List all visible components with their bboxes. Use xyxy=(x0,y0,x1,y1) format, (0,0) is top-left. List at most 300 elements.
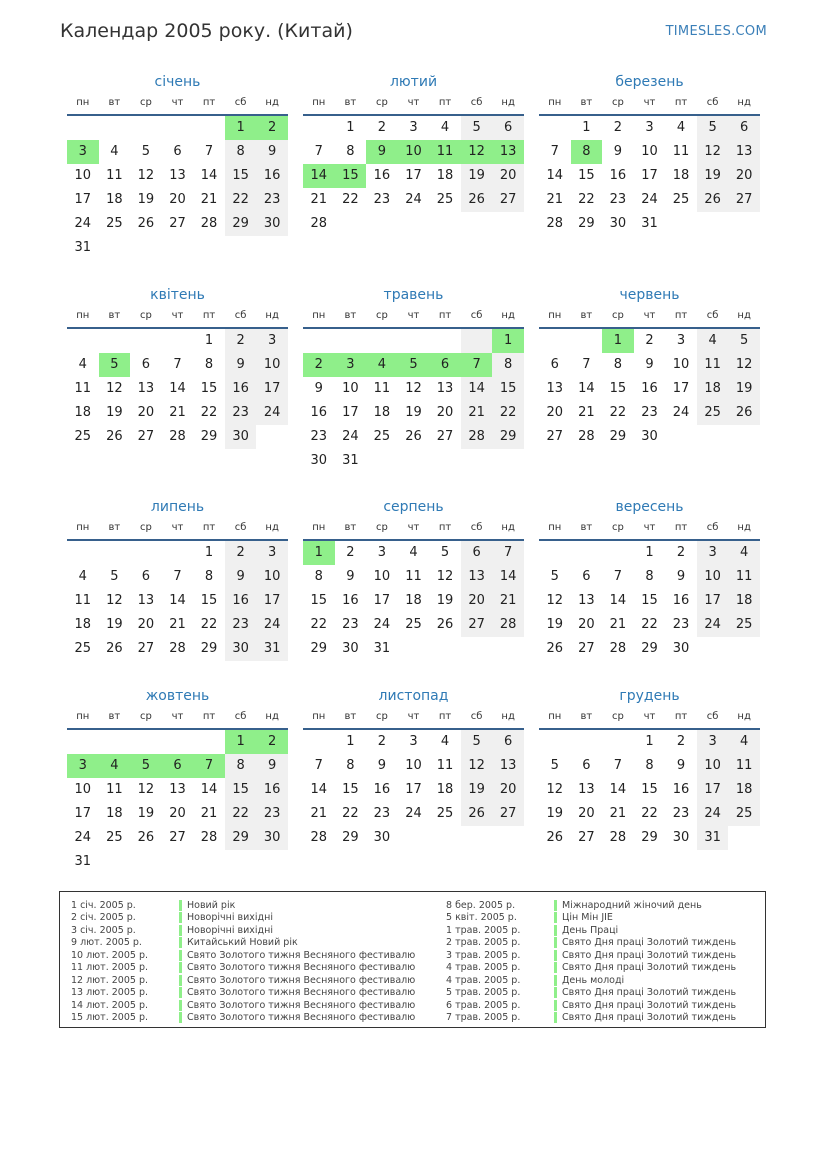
day-cell: 20 xyxy=(728,164,760,188)
month-8 xyxy=(303,497,524,661)
day-cell: 12 xyxy=(546,593,564,608)
day-cell: 3 xyxy=(377,545,387,560)
day-cell: 21 xyxy=(200,192,218,207)
day-cell: 22 xyxy=(609,405,627,420)
day-cell: 17 xyxy=(672,381,690,396)
empty-day-cell xyxy=(130,730,162,754)
legend-date: 14 лют. 2005 р. xyxy=(71,999,148,1011)
legend-holiday-name: Свято Дня праці Золотий тиждень xyxy=(562,1012,737,1024)
day-cell: 8 xyxy=(225,754,257,778)
day-cell: 24 xyxy=(697,613,729,637)
day-cell: 1 xyxy=(582,120,591,135)
day-cell: 4 xyxy=(409,545,418,560)
day-cell: 18 xyxy=(373,405,391,420)
holiday-day-cell: 4 xyxy=(99,754,131,778)
month-11 xyxy=(303,686,524,850)
weekday-label: пн xyxy=(312,522,326,533)
day-cell: 30 xyxy=(310,453,328,468)
weekday-label: чт xyxy=(407,522,420,533)
weekday-label: сб xyxy=(234,97,247,108)
day-cell: 20 xyxy=(492,164,524,188)
weekday-label: чт xyxy=(407,711,420,722)
weekday-label: чт xyxy=(643,711,656,722)
day-cell: 20 xyxy=(169,806,186,821)
empty-day-cell xyxy=(162,329,194,353)
legend-holiday-name: Свято Дня праці Золотий тиждень xyxy=(562,937,737,949)
weekday-label: сб xyxy=(706,310,719,321)
weekday-label: чт xyxy=(171,97,184,108)
day-cell: 26 xyxy=(436,617,454,632)
weekday-header xyxy=(303,710,524,724)
day-cell: 25 xyxy=(74,429,92,444)
day-cell: 28 xyxy=(609,641,627,656)
day-cell: 18 xyxy=(728,589,760,613)
day-cell: 14 xyxy=(578,381,595,396)
weekday-label: пт xyxy=(202,522,216,533)
weekday-label: нд xyxy=(265,522,279,533)
day-cell: 23 xyxy=(672,806,690,821)
day-cell: 24 xyxy=(405,806,422,821)
day-cell: 18 xyxy=(728,778,760,802)
day-cell: 6 xyxy=(728,116,760,140)
day-cell: 6 xyxy=(582,758,591,773)
day-cell: 15 xyxy=(225,778,257,802)
legend-column-right xyxy=(446,899,736,1024)
day-cell: 5 xyxy=(110,569,119,584)
day-cell: 20 xyxy=(546,405,564,420)
day-cell: 28 xyxy=(492,613,524,637)
day-cell: 3 xyxy=(676,333,686,348)
day-cell: 27 xyxy=(492,802,524,826)
day-cell: 9 xyxy=(613,144,623,159)
day-cell: 25 xyxy=(74,641,92,656)
day-cell: 22 xyxy=(641,617,658,632)
day-cell: 17 xyxy=(405,168,422,183)
day-cell: 21 xyxy=(609,806,627,821)
month-2 xyxy=(303,72,524,236)
day-cell: 13 xyxy=(578,593,595,608)
weekday-label: пн xyxy=(548,310,562,321)
day-cell: 26 xyxy=(461,802,493,826)
weekday-label: вт xyxy=(580,711,593,722)
day-cell: 10 xyxy=(256,565,288,589)
weekday-header xyxy=(67,309,288,323)
day-cell: 29 xyxy=(578,216,595,231)
month-4 xyxy=(67,285,288,449)
legend-row xyxy=(446,987,736,1000)
holiday-day-cell: 13 xyxy=(492,140,524,164)
day-cell: 14 xyxy=(169,381,186,396)
day-grid xyxy=(303,541,524,661)
holiday-day-cell: 5 xyxy=(398,353,430,377)
day-cell: 3 xyxy=(409,734,418,749)
weekday-label: сб xyxy=(470,711,483,722)
weekday-label: сб xyxy=(470,310,483,321)
day-cell: 28 xyxy=(578,429,595,444)
day-cell: 24 xyxy=(256,401,288,425)
day-cell: 8 xyxy=(346,758,355,773)
legend-date: 7 трав. 2005 р. xyxy=(446,1012,521,1024)
day-cell: 5 xyxy=(461,116,493,140)
day-cell: 16 xyxy=(225,377,257,401)
weekday-label: пн xyxy=(76,711,90,722)
day-cell: 7 xyxy=(613,569,623,584)
day-cell: 23 xyxy=(373,806,391,821)
holiday-color-marker xyxy=(179,937,182,948)
day-cell: 3 xyxy=(256,329,288,353)
day-cell: 23 xyxy=(225,613,257,637)
weekday-label: пт xyxy=(674,310,688,321)
day-cell: 22 xyxy=(578,192,595,207)
day-cell: 26 xyxy=(106,641,123,656)
weekday-header xyxy=(67,521,288,535)
day-cell: 6 xyxy=(173,144,182,159)
day-cell: 23 xyxy=(342,617,359,632)
day-cell: 4 xyxy=(78,357,87,372)
day-cell: 11 xyxy=(106,168,123,183)
day-cell: 14 xyxy=(169,593,186,608)
day-cell: 26 xyxy=(137,216,155,231)
day-cell: 29 xyxy=(609,429,627,444)
day-cell: 20 xyxy=(461,589,493,613)
legend-holiday-name: Свято Золотого тижня Весняного фестивалю xyxy=(187,949,416,961)
day-cell: 19 xyxy=(106,617,123,632)
day-cell: 4 xyxy=(676,120,686,135)
weekday-label: пн xyxy=(548,522,562,533)
holiday-color-marker xyxy=(554,962,557,973)
day-cell: 15 xyxy=(578,168,595,183)
empty-day-cell xyxy=(539,116,571,140)
holiday-color-marker xyxy=(179,1012,182,1023)
weekday-header xyxy=(539,309,760,323)
day-cell: 29 xyxy=(641,641,658,656)
day-cell: 17 xyxy=(405,782,422,797)
day-cell: 27 xyxy=(728,188,760,212)
day-cell: 13 xyxy=(169,782,186,797)
month-1 xyxy=(67,72,288,260)
day-cell: 12 xyxy=(106,381,123,396)
holiday-day-cell: 3 xyxy=(335,353,367,377)
weekday-label: вт xyxy=(108,310,121,321)
weekday-label: нд xyxy=(501,310,515,321)
holiday-day-cell: 1 xyxy=(225,730,257,754)
day-cell: 2 xyxy=(613,120,623,135)
day-cell: 31 xyxy=(74,240,92,255)
day-grid xyxy=(67,116,288,260)
day-cell: 18 xyxy=(672,168,690,183)
day-cell: 6 xyxy=(141,357,151,372)
day-cell: 22 xyxy=(342,192,359,207)
day-cell: 21 xyxy=(492,589,524,613)
empty-day-cell xyxy=(99,116,131,140)
weekday-label: ср xyxy=(375,97,388,108)
weekday-label: вт xyxy=(580,522,593,533)
day-cell: 9 xyxy=(256,754,288,778)
day-cell: 21 xyxy=(169,405,186,420)
legend-row xyxy=(71,899,415,912)
weekday-label: чт xyxy=(643,310,656,321)
day-cell: 28 xyxy=(546,216,564,231)
weekday-label: пн xyxy=(76,310,90,321)
day-cell: 19 xyxy=(546,806,564,821)
legend-holiday-name: Свято Золотого тижня Весняного фестивалю xyxy=(187,999,416,1011)
day-cell: 10 xyxy=(641,144,658,159)
empty-day-cell xyxy=(130,541,162,565)
day-cell: 19 xyxy=(546,617,564,632)
month-name: червень xyxy=(619,287,680,303)
day-cell: 6 xyxy=(550,357,559,372)
weekday-label: вт xyxy=(344,97,357,108)
day-cell: 3 xyxy=(256,541,288,565)
weekday-label: нд xyxy=(265,711,279,722)
day-cell: 25 xyxy=(697,401,729,425)
holiday-color-marker xyxy=(179,912,182,923)
weekday-label: вт xyxy=(344,522,357,533)
weekday-label: сб xyxy=(234,711,247,722)
day-cell: 13 xyxy=(546,381,564,396)
month-9 xyxy=(539,497,760,661)
weekday-label: нд xyxy=(501,97,515,108)
weekday-label: чт xyxy=(643,522,656,533)
day-cell: 30 xyxy=(672,830,690,845)
day-cell: 10 xyxy=(672,357,690,372)
day-cell: 23 xyxy=(225,401,257,425)
holiday-color-marker xyxy=(179,987,182,998)
holiday-day-cell: 1 xyxy=(602,329,634,353)
day-cell: 13 xyxy=(578,782,595,797)
empty-day-cell xyxy=(303,116,335,140)
holiday-day-cell: 3 xyxy=(67,754,99,778)
holiday-day-cell: 11 xyxy=(429,140,461,164)
day-cell: 17 xyxy=(697,778,729,802)
day-cell: 21 xyxy=(609,617,627,632)
day-cell: 13 xyxy=(492,754,524,778)
holiday-color-marker xyxy=(179,1000,182,1011)
day-cell: 31 xyxy=(641,216,658,231)
legend-holiday-name: Свято Дня праці Золотий тиждень xyxy=(562,949,737,961)
legend-holiday-name: День молоді xyxy=(562,974,625,986)
day-cell: 11 xyxy=(728,754,760,778)
weekday-label: пт xyxy=(438,310,452,321)
day-cell: 25 xyxy=(436,192,454,207)
day-cell: 5 xyxy=(697,116,729,140)
weekday-label: пн xyxy=(76,97,90,108)
month-name: лютий xyxy=(389,74,438,90)
day-cell: 13 xyxy=(137,381,155,396)
day-cell: 4 xyxy=(697,329,729,353)
day-cell: 26 xyxy=(461,188,493,212)
weekday-label: ср xyxy=(375,711,388,722)
day-cell: 25 xyxy=(728,802,760,826)
month-5 xyxy=(303,285,524,473)
day-cell: 14 xyxy=(200,782,218,797)
empty-day-cell xyxy=(193,730,225,754)
day-cell: 20 xyxy=(436,405,454,420)
legend-date: 9 лют. 2005 р. xyxy=(71,937,142,949)
day-cell: 6 xyxy=(492,116,524,140)
day-cell: 17 xyxy=(373,593,391,608)
day-cell: 21 xyxy=(578,405,595,420)
weekday-label: пт xyxy=(438,522,452,533)
day-cell: 29 xyxy=(225,212,257,236)
day-cell: 8 xyxy=(492,353,524,377)
day-cell: 24 xyxy=(342,429,359,444)
day-cell: 23 xyxy=(256,802,288,826)
day-cell: 8 xyxy=(645,758,654,773)
day-cell: 15 xyxy=(342,782,359,797)
day-cell: 26 xyxy=(546,641,564,656)
day-cell: 9 xyxy=(377,758,387,773)
weekday-header xyxy=(67,96,288,110)
day-cell: 20 xyxy=(137,405,155,420)
day-cell: 5 xyxy=(440,545,450,560)
holiday-day-cell: 4 xyxy=(366,353,398,377)
holiday-color-marker xyxy=(554,900,557,911)
day-cell: 13 xyxy=(436,381,454,396)
day-cell: 6 xyxy=(461,541,493,565)
day-cell: 3 xyxy=(697,730,729,754)
day-cell: 11 xyxy=(373,381,391,396)
weekday-label: сб xyxy=(706,711,719,722)
empty-day-cell xyxy=(366,329,398,353)
empty-day-cell xyxy=(461,329,493,353)
empty-day-cell xyxy=(162,730,194,754)
holiday-day-cell: 7 xyxy=(193,754,225,778)
holiday-color-marker xyxy=(554,987,557,998)
holiday-day-cell: 2 xyxy=(256,730,288,754)
holiday-day-cell: 14 xyxy=(303,164,335,188)
day-cell: 4 xyxy=(728,541,760,565)
day-cell: 11 xyxy=(74,593,92,608)
empty-day-cell xyxy=(99,730,131,754)
day-cell: 5 xyxy=(461,730,493,754)
holiday-color-marker xyxy=(179,900,182,911)
weekday-label: нд xyxy=(501,711,515,722)
month-name: липень xyxy=(150,499,205,515)
day-cell: 5 xyxy=(550,569,559,584)
empty-day-cell xyxy=(67,116,99,140)
day-cell: 4 xyxy=(78,569,87,584)
day-cell: 25 xyxy=(728,613,760,637)
day-cell: 27 xyxy=(578,830,595,845)
holiday-day-cell: 2 xyxy=(256,116,288,140)
day-cell: 22 xyxy=(492,401,524,425)
holiday-color-marker xyxy=(179,950,182,961)
day-cell: 3 xyxy=(409,120,418,135)
holiday-color-marker xyxy=(554,937,557,948)
legend-row xyxy=(71,999,415,1012)
day-cell: 10 xyxy=(405,758,422,773)
empty-day-cell xyxy=(99,329,131,353)
day-cell: 19 xyxy=(697,164,729,188)
weekday-label: чт xyxy=(171,711,184,722)
day-cell: 27 xyxy=(169,830,186,845)
day-cell: 13 xyxy=(137,593,155,608)
day-cell: 18 xyxy=(436,782,454,797)
day-cell: 5 xyxy=(550,758,559,773)
weekday-header xyxy=(539,710,760,724)
day-cell: 23 xyxy=(609,192,627,207)
day-cell: 5 xyxy=(728,329,760,353)
day-grid xyxy=(67,730,288,874)
day-cell: 17 xyxy=(74,192,92,207)
legend-date: 3 трав. 2005 р. xyxy=(446,949,521,961)
day-cell: 22 xyxy=(225,802,257,826)
day-cell: 22 xyxy=(200,405,218,420)
weekday-label: чт xyxy=(643,97,656,108)
legend-holiday-name: Свято Золотого тижня Весняного фестивалю xyxy=(187,974,416,986)
legend-column-left xyxy=(71,899,415,1024)
day-cell: 16 xyxy=(672,782,690,797)
weekday-label: пт xyxy=(202,711,216,722)
legend-date: 13 лют. 2005 р. xyxy=(71,987,148,999)
legend-holiday-name: Свято Золотого тижня Весняного фестивалю xyxy=(187,987,416,999)
empty-day-cell xyxy=(67,541,99,565)
holiday-color-marker xyxy=(554,912,557,923)
weekday-label: пн xyxy=(312,711,326,722)
day-cell: 19 xyxy=(137,806,155,821)
day-cell: 12 xyxy=(137,782,155,797)
holiday-color-marker xyxy=(554,950,557,961)
day-cell: 28 xyxy=(169,429,186,444)
day-cell: 30 xyxy=(256,826,288,850)
day-cell: 29 xyxy=(342,830,359,845)
day-cell: 27 xyxy=(492,188,524,212)
weekday-label: вт xyxy=(108,711,121,722)
weekday-label: нд xyxy=(265,97,279,108)
day-cell: 15 xyxy=(492,377,524,401)
day-cell: 16 xyxy=(310,405,328,420)
month-10 xyxy=(67,686,288,874)
day-cell: 26 xyxy=(546,830,564,845)
month-name: вересень xyxy=(615,499,684,515)
weekday-label: сб xyxy=(234,522,247,533)
day-cell: 2 xyxy=(377,120,387,135)
empty-day-cell xyxy=(539,730,571,754)
holiday-color-marker xyxy=(179,925,182,936)
weekday-label: сб xyxy=(706,522,719,533)
day-cell: 20 xyxy=(578,806,595,821)
legend-row xyxy=(446,899,736,912)
day-cell: 16 xyxy=(256,778,288,802)
day-cell: 30 xyxy=(609,216,627,231)
day-cell: 18 xyxy=(405,593,422,608)
day-cell: 7 xyxy=(550,144,559,159)
day-cell: 19 xyxy=(106,405,123,420)
day-cell: 7 xyxy=(582,357,591,372)
empty-day-cell xyxy=(303,730,335,754)
day-cell: 15 xyxy=(641,593,658,608)
day-cell: 16 xyxy=(672,593,690,608)
day-cell: 29 xyxy=(200,429,218,444)
day-grid xyxy=(67,541,288,661)
day-cell: 20 xyxy=(137,617,155,632)
day-cell: 9 xyxy=(676,758,686,773)
day-cell: 11 xyxy=(436,758,454,773)
day-cell: 8 xyxy=(204,357,214,372)
legend-row xyxy=(446,999,736,1012)
day-cell: 23 xyxy=(672,617,690,632)
day-cell: 17 xyxy=(74,806,92,821)
day-cell: 12 xyxy=(546,782,564,797)
legend-row xyxy=(446,912,736,925)
brand-link[interactable]: TIMESLES.COM xyxy=(665,24,767,39)
day-cell: 28 xyxy=(169,641,186,656)
day-cell: 20 xyxy=(578,617,595,632)
weekday-label: пт xyxy=(202,97,216,108)
legend-date: 1 трав. 2005 р. xyxy=(446,924,521,936)
day-cell: 4 xyxy=(440,734,450,749)
